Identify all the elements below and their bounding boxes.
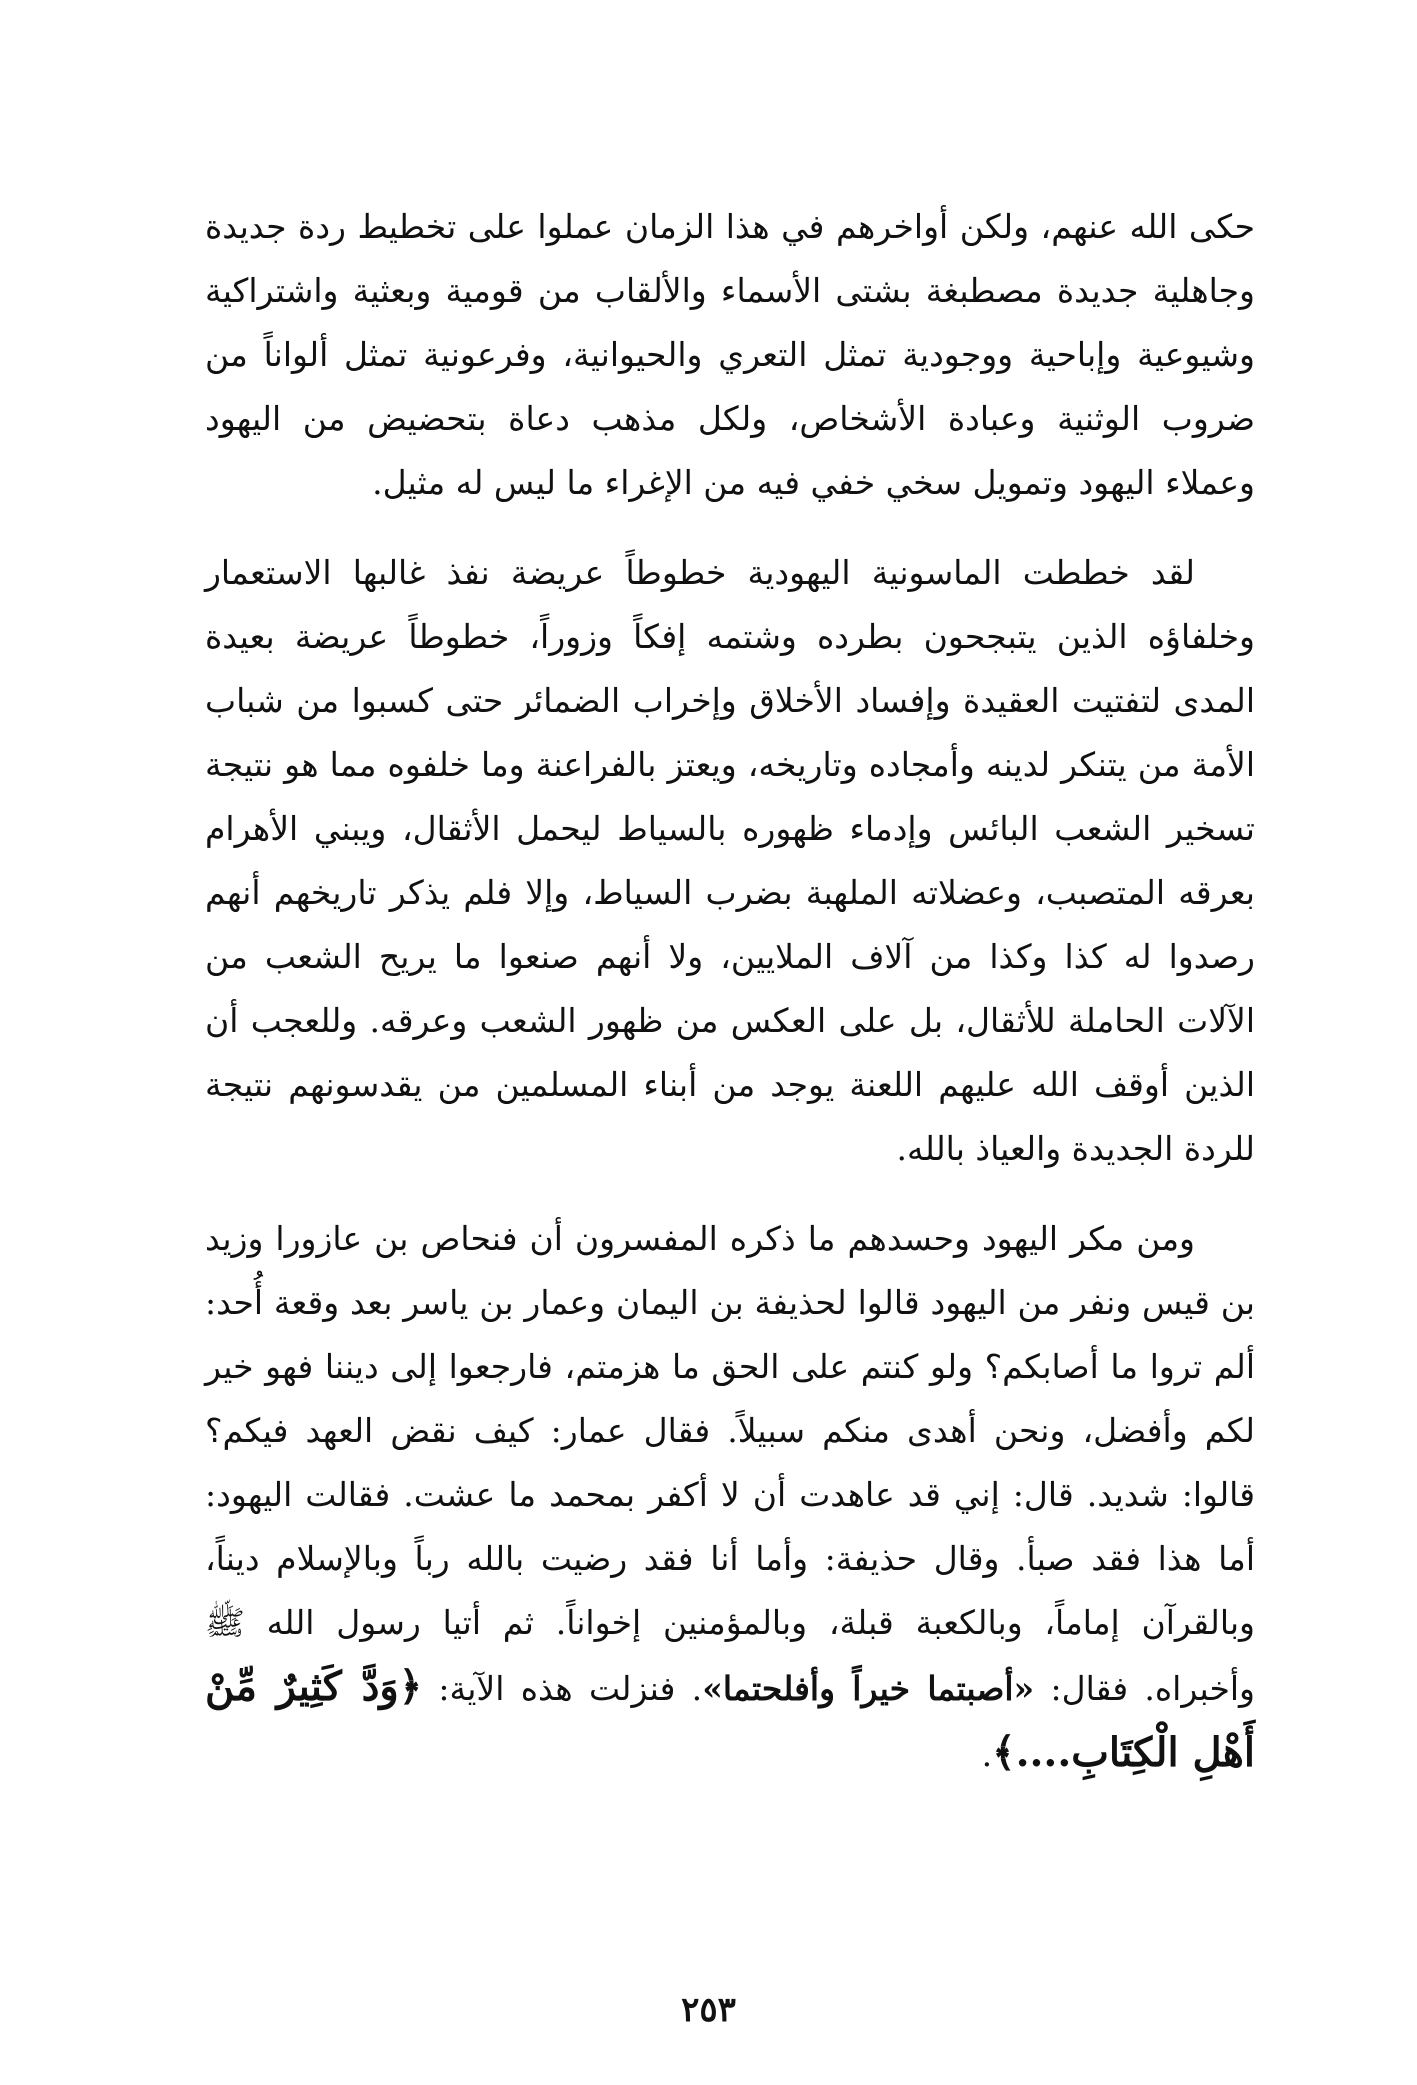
quran-verse: ﴿وَدَّ كَثِيرٌ مِّنْ أَهْلِ الْكِتَابِ....﴾	[205, 1663, 1255, 1776]
text-body	[205, 195, 1255, 1787]
paragraph-3-text: ومن مكر اليهود وحسدهم ما ذكره المفسرون أن فنحاص بن عازورا وزيد بن قيس ونفر من اليهود قالوا لحذيفة بن اليمان وعمار بن ياسر بعد وقعة أُحد: ألم تروا ما أصابكم؟ ولو كنتم على الحق ما هزمتم، فارجعوا إلى ديننا فهو خير لكم وأفضل، ونحن أهدى منكم سبيلاً. فقال عمار: كيف نقض العهد فيكم؟ قالوا: شديد. قال: إني قد عاهدت أن لا أكفر بمحمد ما عشت. فقالت اليهود: أما هذا فقد صبأ. وقال حذيفة: وأما أنا فقد رضيت بالله رباً وبالإسلام ديناً، وبالقرآن إماماً، وبالكعبة قبلة، وبالمؤمنين إخواناً. ثم أتيا رسول الله ﷺ وأخبراه. فقال:	[205, 1219, 1255, 1708]
paragraph-3-end: .	[981, 1735, 993, 1774]
paragraph-3-text-after-quote: . فنزلت هذه الآية:	[422, 1669, 703, 1708]
paragraph-2: لقد خططت الماسونية اليهودية خطوطاً عريضة نفذ غالبها الاستعمار وخلفاؤه الذين يتبجحون بطرده وشتمه إفكاً وزوراً، خطوطاً عريضة بعيدة المدى لتفتيت العقيدة وإفساد الأخلاق وإخراب الضمائر حتى كسبوا من شباب الأمة من يتنكر لدينه وأمجاده وتاريخه، ويعتز بالفراعنة وما خلفوه مما هو نتيجة تسخير الشعب البائس وإدماء ظهوره بالسياط ليحمل الأثقال، ويبني الأهرام بعرقه المتصبب، وعضلاته الملهبة بضرب السياط، وإلا فلم يذكر تاريخهم أنهم رصدوا له كذا وكذا من آلاف الملايين، ولا أنهم صنعوا ما يريح الشعب من الآلات الحاملة للأثقال، بل على العكس من ظهور الشعب وعرقه. وللعجب أن الذين أوقف الله عليهم اللعنة يوجد من أبناء المسلمين من يقدسونهم نتيجة للردة الجديدة والعياذ بالله.	[205, 553, 1255, 1168]
paragraph-3	[205, 1207, 1255, 1787]
hadith-quote: «أصبتما خيراً وأفلحتما»	[702, 1669, 1035, 1708]
page-number: ٢٥٣	[681, 1990, 736, 2030]
paragraph-1: حكى الله عنهم، ولكن أواخرهم في هذا الزمان عملوا على تخطيط ردة جديدة وجاهلية جديدة مصطبغة بشتى الأسماء والألقاب من قومية وبعثية واشتراكية وشيوعية وإباحية ووجودية تمثل التعري والحيوانية، وفرعونية تمثل ألواناً من ضروب الوثنية وعبادة الأشخاص، ولكل مذهب دعاة بتحضيض من اليهود وعملاء اليهود وتمويل سخي خفي فيه من الإغراء ما ليس له مثيل.	[205, 207, 1255, 502]
